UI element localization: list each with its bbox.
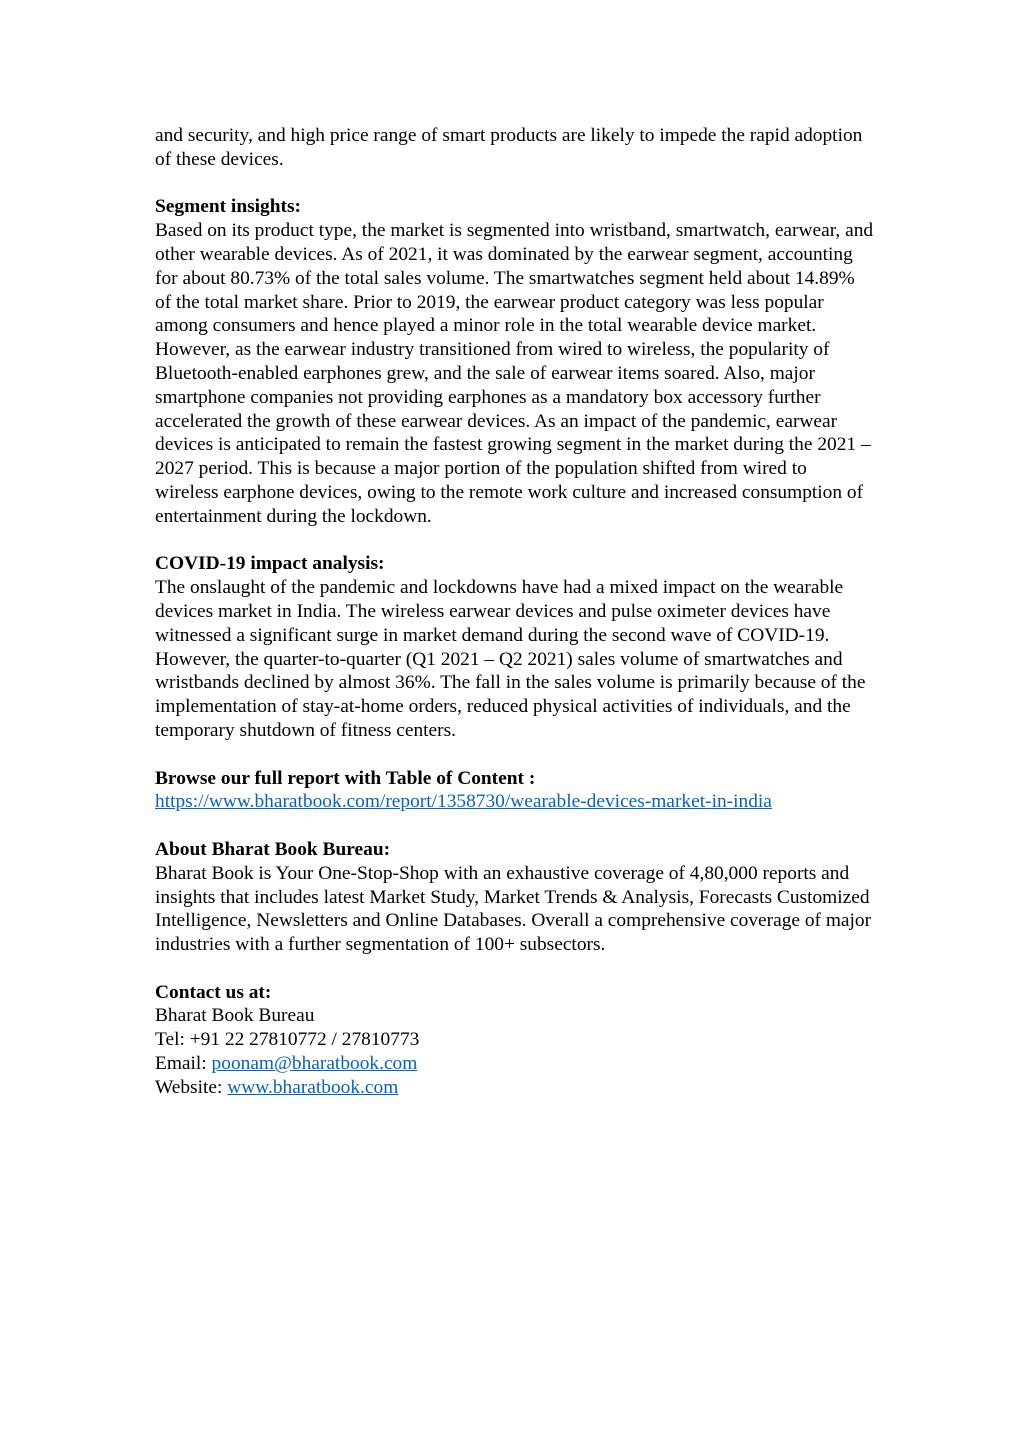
contact-company: Bharat Book Bureau	[155, 1005, 315, 1027]
spacer	[155, 529, 875, 553]
intro-paragraph: and security, and high price range of smart products are likely to impede the rapid adoption of these devices.	[155, 125, 863, 170]
browse-heading: Browse our full report with Table of Content :	[155, 767, 536, 789]
browse-link-line	[155, 790, 875, 814]
segment-paragraph: Based on its product type, the market is segmented into wristband, smartwatch, earwear, and other wearable devices. As of 2021, it was dominated by the earwear segment, accounting for about 80.73% of the total sales volume. The smartwatches segment held about 14.89% of the total market share. Prior to 2019, the earwear product category was less popular among consumers and hence played a minor role in the total wearable device market. However, as the earwear industry transitioned from wired to wireless, the popularity of Bluetooth-enabled earphones grew, and the sale of earwear items soared. Also, major smartphone companies not providing earphones as a mandatory box accessory further accelerated the growth of these earwear devices. As an impact of the pandemic, earwear devices is anticipated to remain the fastest growing segment in the market during the 2021 – 2027 period. This is because a major portion of the population shifted from wired to wireless earphone devices, owing to the remote work culture and increased consumption of entertainment during the lockdown.	[155, 220, 874, 527]
about-paragraph: Bharat Book is Your One-Stop-Shop with an exhaustive coverage of 4,80,000 reports and insights that includes latest Market Study, Market Trends & Analysis, Forecasts Customized Intelligence, Newsletters and Online Databases. Overall a comprehensive coverage of major industries with a further segmentation of 100+ subsectors.	[155, 862, 872, 956]
spacer	[155, 172, 875, 196]
contact-website-line	[155, 1076, 875, 1100]
report-link[interactable]: https://www.bharatbook.com/report/1358730/wearable-devices-market-in-india	[155, 791, 772, 813]
document-page	[155, 124, 875, 1100]
segment-heading: Segment insights:	[155, 196, 301, 218]
email-label: Email:	[155, 1053, 212, 1075]
spacer	[155, 957, 875, 981]
spacer	[155, 743, 875, 767]
contact-heading: Contact us at:	[155, 981, 272, 1003]
contact-email-line	[155, 1052, 875, 1076]
about-heading: About Bharat Book Bureau:	[155, 838, 391, 860]
spacer	[155, 814, 875, 838]
website-label: Website:	[155, 1076, 228, 1098]
email-link[interactable]: poonam@bharatbook.com	[211, 1053, 418, 1075]
covid-heading: COVID-19 impact analysis:	[155, 553, 385, 575]
website-link[interactable]: www.bharatbook.com	[227, 1076, 399, 1098]
covid-paragraph: The onslaught of the pandemic and lockdowns have had a mixed impact on the wearable devices market in India. The wireless earwear devices and pulse oximeter devices have witnessed a significant surge in market demand during the second wave of COVID-19. However, the quarter-to-quarter (Q1 2021 – Q2 2021) sales volume of smartwatches and wristbands declined by almost 36%. The fall in the sales volume is primarily because of the implementation of stay-at-home orders, reduced physical activities of individuals, and the temporary shutdown of fitness centers.	[155, 577, 866, 741]
contact-tel: Tel: +91 22 27810772 / 27810773	[155, 1029, 420, 1051]
